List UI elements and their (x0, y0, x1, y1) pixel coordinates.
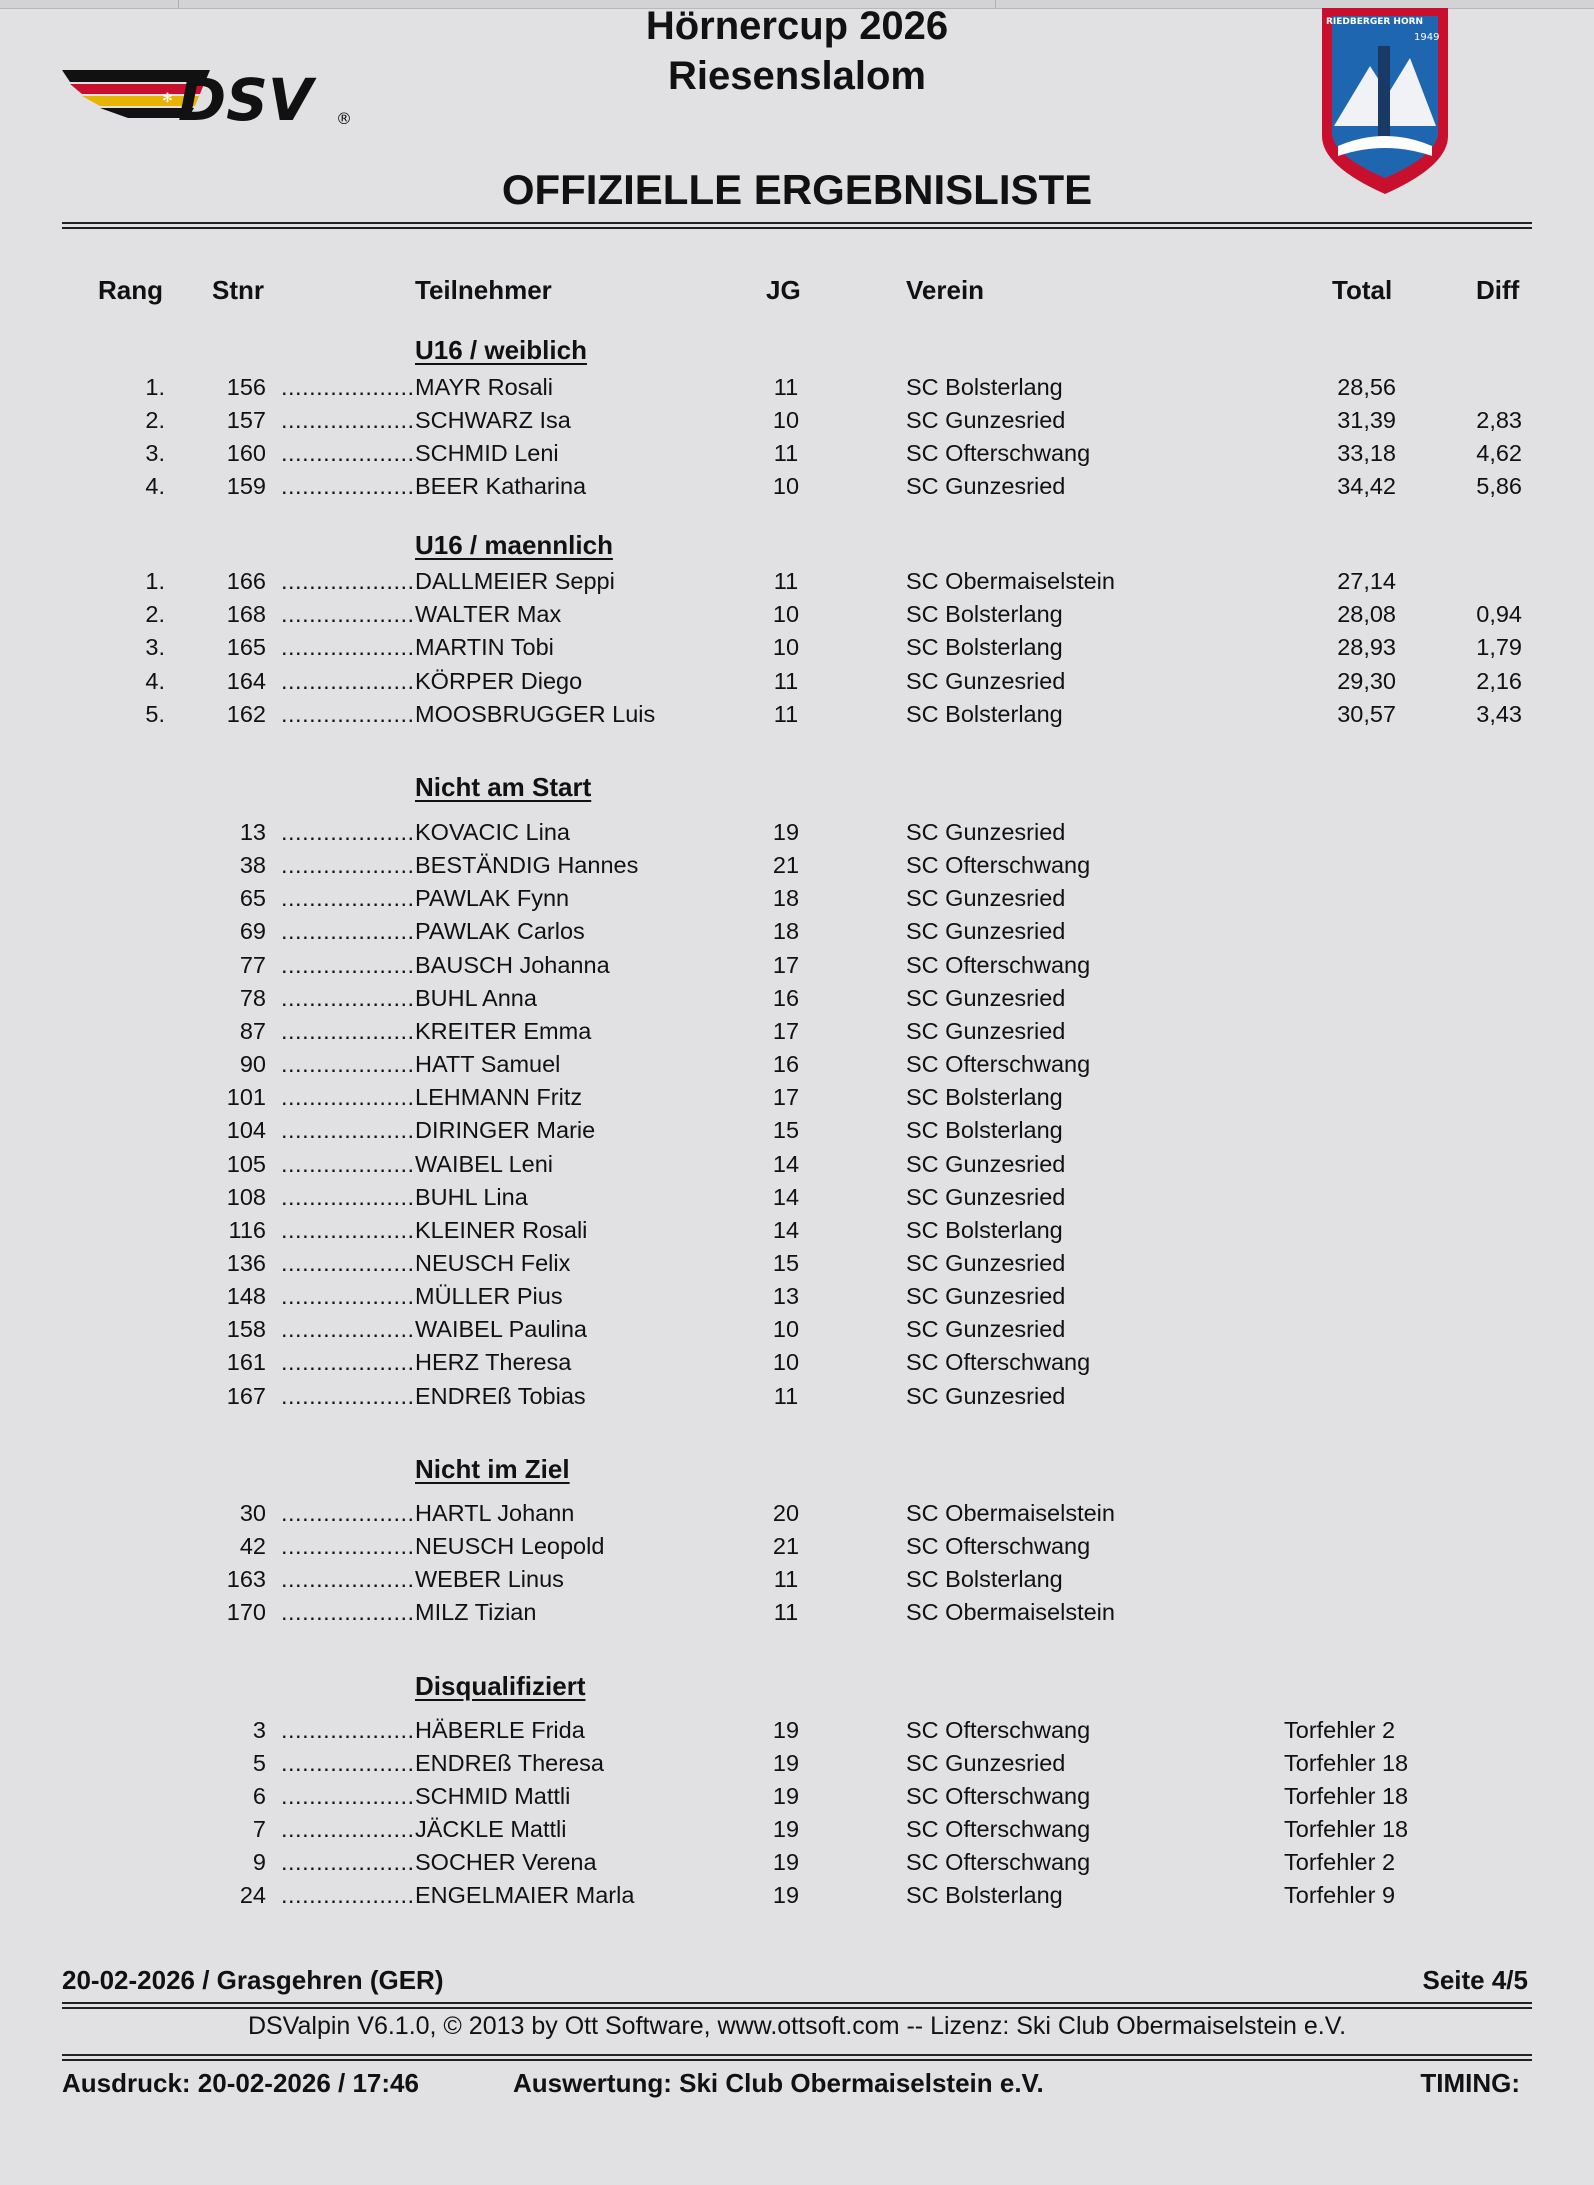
time-diff-cell: 1,79 (1476, 634, 1522, 661)
birth-year-cell: 11 (773, 1599, 799, 1625)
bib-number-cell: 9 (252, 1849, 266, 1875)
result-row (0, 473, 1594, 506)
result-row (0, 1117, 1594, 1150)
leader-dots: ................... (281, 1566, 415, 1592)
competitor-name-cell: DALLMEIER Seppi (415, 568, 615, 594)
result-row (0, 634, 1594, 667)
competitor-name-cell: MAYR Rosali (415, 374, 553, 400)
birth-year-cell: 10 (772, 473, 800, 499)
birth-year-cell: 17 (772, 1084, 800, 1111)
club-cell: SC Ofterschwang (906, 440, 1091, 466)
birth-year-cell: 11 (773, 568, 799, 594)
bib-number-cell: 69 (239, 918, 266, 945)
result-row (0, 1283, 1594, 1316)
competitor-name-cell: MILZ Tizian (415, 1599, 537, 1625)
leader-dots: ................... (281, 819, 415, 845)
result-row (0, 985, 1594, 1018)
section-title: Disqualifiziert (415, 1671, 586, 1701)
footer-rule-bottom (62, 2054, 1532, 2061)
rank-cell: 2. (145, 601, 165, 628)
bib-number-cell: 101 (226, 1084, 266, 1111)
document-title: OFFIZIELLE ERGEBNISLISTE (501, 166, 1093, 213)
club-cell: SC Bolsterlang (906, 601, 1063, 628)
bib-number-cell: 78 (239, 984, 266, 1011)
footer-rule-top (62, 2002, 1532, 2009)
time-diff-cell: 5,86 (1476, 473, 1522, 499)
competitor-name-cell: PAWLAK Carlos (415, 918, 585, 945)
competitor-name-cell: NEUSCH Felix (415, 1249, 571, 1276)
software-license: DSValpin V6.1.0, © 2013 by Ott Software, www.ottsoft.com -- Lizenz: Ski Club Obermaiselstein e.V. (247, 2012, 1347, 2040)
rank-cell: 2. (145, 407, 165, 433)
bib-number-cell: 165 (226, 634, 266, 661)
result-row (0, 1783, 1594, 1816)
leader-dots: ................... (281, 1717, 415, 1743)
time-diff-cell: 0,94 (1476, 601, 1522, 628)
total-time-cell: 33,18 (1337, 440, 1396, 466)
club-cell: SC Gunzesried (906, 984, 1066, 1011)
club-cell: SC Obermaiselstein (906, 1500, 1115, 1526)
footer-page-number: Seite 4/5 (1422, 1965, 1528, 1995)
birth-year-cell: 10 (772, 601, 800, 628)
birth-year-cell: 14 (772, 1150, 800, 1177)
snowflake-icon: ✻ (162, 91, 173, 106)
result-row (0, 1018, 1594, 1051)
result-row (0, 1250, 1594, 1283)
leader-dots: ................... (281, 568, 415, 594)
birth-year-cell: 11 (773, 667, 799, 694)
rank-cell: 4. (145, 473, 165, 499)
club-cell: SC Gunzesried (906, 473, 1066, 499)
competitor-name-cell: WAIBEL Leni (415, 1150, 554, 1177)
competitor-name-cell: SCHMID Leni (415, 440, 559, 466)
leader-dots: ................... (281, 700, 415, 727)
birth-year-cell: 15 (772, 1117, 800, 1144)
club-cell: SC Gunzesried (906, 1249, 1066, 1276)
competitor-name-cell: BUHL Anna (415, 984, 537, 1011)
competitor-name-cell: WALTER Max (415, 601, 562, 628)
leader-dots: ................... (281, 1249, 415, 1276)
club-cell: SC Gunzesried (906, 1183, 1066, 1210)
result-row (0, 1316, 1594, 1349)
bib-number-cell: 42 (239, 1533, 266, 1559)
col-header-stnr: Stnr (212, 275, 264, 305)
result-row (0, 952, 1594, 985)
svg-text:®: ® (336, 109, 352, 128)
col-header-name: Teilnehmer (415, 275, 552, 305)
bib-number-cell: 162 (226, 700, 266, 727)
birth-year-cell: 15 (772, 1249, 800, 1276)
total-time-cell: 34,42 (1337, 473, 1396, 499)
bib-number-cell: 5 (252, 1750, 266, 1776)
competitor-name-cell: SOCHER Verena (415, 1849, 597, 1875)
birth-year-cell: 20 (772, 1500, 800, 1526)
total-time-cell: 28,08 (1337, 601, 1396, 628)
leader-dots: ................... (281, 1750, 415, 1776)
leader-dots: ................... (281, 440, 415, 466)
club-cell: SC Bolsterlang (906, 1117, 1063, 1144)
time-diff-cell: 4,62 (1476, 440, 1522, 466)
result-row (0, 374, 1594, 407)
crest-year: 1949 (1414, 32, 1440, 43)
birth-year-cell: 18 (772, 918, 800, 945)
club-cell: SC Gunzesried (906, 1382, 1066, 1409)
birth-year-cell: 10 (772, 407, 800, 433)
club-cell: SC Gunzesried (906, 918, 1066, 945)
col-header-jg: JG (766, 275, 801, 305)
club-cell: SC Obermaiselstein (906, 568, 1115, 594)
competitor-name-cell: HARTL Johann (415, 1500, 575, 1526)
leader-dots: ................... (281, 1183, 415, 1210)
leader-dots: ................... (281, 1117, 415, 1144)
competitor-name-cell: BESTÄNDIG Hannes (415, 852, 639, 879)
club-cell: SC Bolsterlang (906, 634, 1063, 661)
birth-year-cell: 19 (772, 1816, 800, 1842)
bib-number-cell: 87 (239, 1017, 266, 1044)
competitor-name-cell: KÖRPER Diego (415, 667, 583, 694)
leader-dots: ................... (281, 1150, 415, 1177)
club-cell: SC Ofterschwang (906, 1533, 1091, 1559)
competitor-name-cell: KOVACIC Lina (415, 819, 570, 845)
col-header-diff: Diff (1476, 275, 1520, 305)
birth-year-cell: 17 (772, 1017, 800, 1044)
bib-number-cell: 160 (226, 440, 266, 466)
bib-number-cell: 163 (226, 1566, 266, 1592)
club-cell: SC Ofterschwang (906, 1051, 1091, 1078)
section-title: Nicht im Ziel (415, 1454, 570, 1484)
result-row (0, 1383, 1594, 1416)
leader-dots: ................... (281, 1500, 415, 1526)
leader-dots: ................... (281, 1283, 415, 1310)
result-row (0, 1151, 1594, 1184)
col-header-club: Verein (906, 275, 985, 305)
club-cell: SC Gunzesried (906, 1750, 1066, 1776)
birth-year-cell: 16 (772, 1051, 800, 1078)
leader-dots: ................... (281, 601, 415, 628)
bib-number-cell: 13 (239, 819, 266, 845)
leader-dots: ................... (281, 951, 415, 978)
competitor-name-cell: LEHMANN Fritz (415, 1084, 583, 1111)
col-header-total: Total (1332, 275, 1393, 305)
bib-number-cell: 90 (239, 1051, 266, 1078)
leader-dots: ................... (281, 1084, 415, 1111)
leader-dots: ................... (281, 1816, 415, 1842)
competitor-name-cell: SCHMID Mattli (415, 1783, 571, 1809)
result-row (0, 440, 1594, 473)
bib-number-cell: 167 (226, 1382, 266, 1409)
bib-number-cell: 158 (226, 1316, 266, 1343)
footer-printout: Ausdruck: 20-02-2026 / 17:46 (62, 2068, 419, 2098)
birth-year-cell: 21 (772, 852, 800, 879)
bib-number-cell: 105 (226, 1150, 266, 1177)
club-cell: SC Bolsterlang (906, 1882, 1063, 1908)
birth-year-cell: 11 (773, 1566, 799, 1592)
bib-number-cell: 166 (226, 568, 266, 594)
leader-dots: ................... (281, 852, 415, 879)
bib-number-cell: 164 (226, 667, 266, 694)
club-cell: SC Gunzesried (906, 1283, 1066, 1310)
birth-year-cell: 19 (772, 1849, 800, 1875)
total-time-cell: 29,30 (1337, 667, 1396, 694)
competitor-name-cell: BEER Katharina (415, 473, 587, 499)
result-row (0, 701, 1594, 734)
result-row (0, 918, 1594, 951)
bib-number-cell: 108 (226, 1183, 266, 1210)
leader-dots: ................... (281, 1382, 415, 1409)
section-title: Nicht am Start (415, 772, 592, 802)
result-row (0, 1849, 1594, 1882)
birth-year-cell: 10 (772, 1349, 800, 1376)
leader-dots: ................... (281, 1599, 415, 1625)
dsq-reason-cell: Torfehler 18 (1284, 1750, 1409, 1776)
competitor-name-cell: PAWLAK Fynn (415, 885, 570, 912)
birth-year-cell: 14 (772, 1183, 800, 1210)
dsq-reason-cell: Torfehler 2 (1284, 1717, 1396, 1743)
bib-number-cell: 170 (226, 1599, 266, 1625)
crest-label: RIEDBERGER HORN (1326, 17, 1424, 27)
result-row (0, 819, 1594, 852)
competitor-name-cell: ENGELMAIER Marla (415, 1882, 635, 1908)
result-row (0, 1882, 1594, 1915)
result-row (0, 852, 1594, 885)
leader-dots: ................... (281, 1216, 415, 1243)
total-time-cell: 31,39 (1337, 407, 1396, 433)
bib-number-cell: 159 (226, 473, 266, 499)
leader-dots: ................... (281, 1533, 415, 1559)
dsq-reason-cell: Torfehler 18 (1284, 1816, 1409, 1842)
competitor-name-cell: MOOSBRUGGER Luis (415, 700, 656, 727)
result-row (0, 601, 1594, 634)
birth-year-cell: 11 (773, 374, 799, 400)
total-time-cell: 27,14 (1337, 568, 1396, 594)
competitor-name-cell: HÄBERLE Frida (415, 1717, 585, 1743)
birth-year-cell: 14 (772, 1216, 800, 1243)
birth-year-cell: 19 (772, 1882, 800, 1908)
bib-number-cell: 7 (252, 1816, 266, 1842)
club-cell: SC Ofterschwang (906, 1717, 1091, 1743)
rank-cell: 3. (145, 634, 165, 661)
result-row (0, 1566, 1594, 1599)
rank-cell: 1. (145, 374, 165, 400)
leader-dots: ................... (281, 885, 415, 912)
bib-number-cell: 161 (226, 1349, 266, 1376)
result-row (0, 568, 1594, 601)
result-row (0, 668, 1594, 701)
footer-date-place: 20-02-2026 / Grasgehren (GER) (62, 1965, 444, 1995)
footer-timing: TIMING: (1420, 2068, 1520, 2098)
competitor-name-cell: ENDREß Theresa (415, 1750, 604, 1776)
club-cell: SC Gunzesried (906, 407, 1066, 433)
rank-cell: 4. (145, 667, 165, 694)
event-discipline: Riesenslalom (668, 54, 926, 98)
result-row (0, 1500, 1594, 1533)
dsq-reason-cell: Torfehler 18 (1284, 1783, 1409, 1809)
total-time-cell: 28,93 (1337, 634, 1396, 661)
bib-number-cell: 157 (226, 407, 266, 433)
leader-dots: ................... (281, 407, 415, 433)
section-title: U16 / weiblich (415, 335, 587, 365)
competitor-name-cell: KLEINER Rosali (415, 1216, 588, 1243)
time-diff-cell: 2,83 (1476, 407, 1522, 433)
club-cell: SC Obermaiselstein (906, 1599, 1115, 1625)
club-cell: SC Gunzesried (906, 1017, 1066, 1044)
dsq-reason-cell: Torfehler 9 (1284, 1882, 1396, 1908)
birth-year-cell: 10 (772, 634, 800, 661)
leader-dots: ................... (281, 1849, 415, 1875)
leader-dots: ................... (281, 1051, 415, 1078)
birth-year-cell: 19 (772, 1750, 800, 1776)
competitor-name-cell: NEUSCH Leopold (415, 1533, 605, 1559)
leader-dots: ................... (281, 1882, 415, 1908)
competitor-name-cell: BUHL Lina (415, 1183, 528, 1210)
result-row (0, 885, 1594, 918)
leader-dots: ................... (281, 1783, 415, 1809)
total-time-cell: 30,57 (1337, 700, 1396, 727)
club-cell: SC Gunzesried (906, 819, 1066, 845)
club-cell: SC Ofterschwang (906, 951, 1091, 978)
rank-cell: 5. (145, 700, 165, 727)
competitor-name-cell: KREITER Emma (415, 1017, 592, 1044)
rank-cell: 3. (145, 440, 165, 466)
bib-number-cell: 156 (226, 374, 266, 400)
birth-year-cell: 21 (772, 1533, 800, 1559)
club-cell: SC Gunzesried (906, 1150, 1066, 1177)
competitor-name-cell: HERZ Theresa (415, 1349, 572, 1376)
bib-number-cell: 116 (228, 1216, 266, 1243)
competitor-name-cell: DIRINGER Marie (415, 1117, 596, 1144)
bib-number-cell: 65 (239, 885, 266, 912)
result-row (0, 407, 1594, 440)
col-header-rang: Rang (98, 275, 163, 305)
bib-number-cell: 148 (226, 1283, 266, 1310)
club-cell: SC Ofterschwang (906, 1849, 1091, 1875)
result-row (0, 1217, 1594, 1250)
time-diff-cell: 2,16 (1476, 667, 1522, 694)
birth-year-cell: 17 (772, 951, 800, 978)
competitor-name-cell: HATT Samuel (415, 1051, 561, 1078)
footer-evaluation: Auswertung: Ski Club Obermaiselstein e.V. (513, 2068, 1044, 2098)
competitor-name-cell: SCHWARZ Isa (415, 407, 571, 433)
bib-number-cell: 104 (226, 1117, 266, 1144)
club-cell: SC Gunzesried (906, 885, 1066, 912)
leader-dots: ................... (281, 473, 415, 499)
result-row (0, 1349, 1594, 1382)
club-cell: SC Bolsterlang (906, 1216, 1063, 1243)
result-row (0, 1184, 1594, 1217)
bib-number-cell: 77 (239, 951, 266, 978)
bib-number-cell: 6 (252, 1783, 266, 1809)
rank-cell: 1. (145, 568, 165, 594)
competitor-name-cell: BAUSCH Johanna (415, 951, 610, 978)
club-cell: SC Ofterschwang (906, 1349, 1091, 1376)
club-cell: SC Bolsterlang (906, 1084, 1063, 1111)
result-row (0, 1533, 1594, 1566)
logo-wordmark: DSV (178, 66, 313, 128)
result-row (0, 1599, 1594, 1632)
total-time-cell: 28,56 (1337, 374, 1396, 400)
bib-number-cell: 38 (239, 852, 266, 879)
birth-year-cell: 19 (772, 1717, 800, 1743)
bib-number-cell: 30 (239, 1500, 266, 1526)
bib-number-cell: 3 (252, 1717, 266, 1743)
birth-year-cell: 10 (772, 1316, 800, 1343)
competitor-name-cell: MÜLLER Pius (415, 1283, 563, 1310)
competitor-name-cell: JÄCKLE Mattli (415, 1816, 567, 1842)
event-title: Hörnercup 2026 (645, 4, 949, 48)
competitor-name-cell: WEBER Linus (415, 1566, 564, 1592)
birth-year-cell: 11 (773, 440, 799, 466)
competitor-name-cell: ENDREß Tobias (415, 1382, 586, 1409)
birth-year-cell: 19 (772, 819, 800, 845)
leader-dots: ................... (281, 634, 415, 661)
result-row (0, 1717, 1594, 1750)
result-row (0, 1816, 1594, 1849)
birth-year-cell: 16 (772, 984, 800, 1011)
time-diff-cell: 3,43 (1476, 700, 1522, 727)
birth-year-cell: 13 (772, 1283, 800, 1310)
leader-dots: ................... (281, 1316, 415, 1343)
bib-number-cell: 136 (226, 1249, 266, 1276)
leader-dots: ................... (281, 374, 415, 400)
leader-dots: ................... (281, 667, 415, 694)
competitor-name-cell: WAIBEL Paulina (415, 1316, 587, 1343)
competitor-name-cell: MARTIN Tobi (415, 634, 554, 661)
club-cell: SC Bolsterlang (906, 700, 1063, 727)
club-cell: SC Gunzesried (906, 667, 1066, 694)
leader-dots: ................... (281, 1349, 415, 1376)
birth-year-cell: 18 (772, 885, 800, 912)
birth-year-cell: 19 (772, 1783, 800, 1809)
leader-dots: ................... (281, 1017, 415, 1044)
leader-dots: ................... (281, 984, 415, 1011)
birth-year-cell: 11 (773, 700, 799, 727)
leader-dots: ................... (281, 918, 415, 945)
club-cell: SC Ofterschwang (906, 1783, 1091, 1809)
club-cell: SC Gunzesried (906, 1316, 1066, 1343)
result-row (0, 1051, 1594, 1084)
club-cell: SC Ofterschwang (906, 852, 1091, 879)
club-cell: SC Ofterschwang (906, 1816, 1091, 1842)
bib-number-cell: 24 (239, 1882, 266, 1908)
section-title: U16 / maennlich (415, 530, 613, 560)
result-row (0, 1750, 1594, 1783)
dsq-reason-cell: Torfehler 2 (1284, 1849, 1396, 1875)
result-row (0, 1084, 1594, 1117)
birth-year-cell: 11 (773, 1382, 799, 1409)
club-cell: SC Bolsterlang (906, 374, 1063, 400)
bib-number-cell: 168 (226, 601, 266, 628)
club-cell: SC Bolsterlang (906, 1566, 1063, 1592)
